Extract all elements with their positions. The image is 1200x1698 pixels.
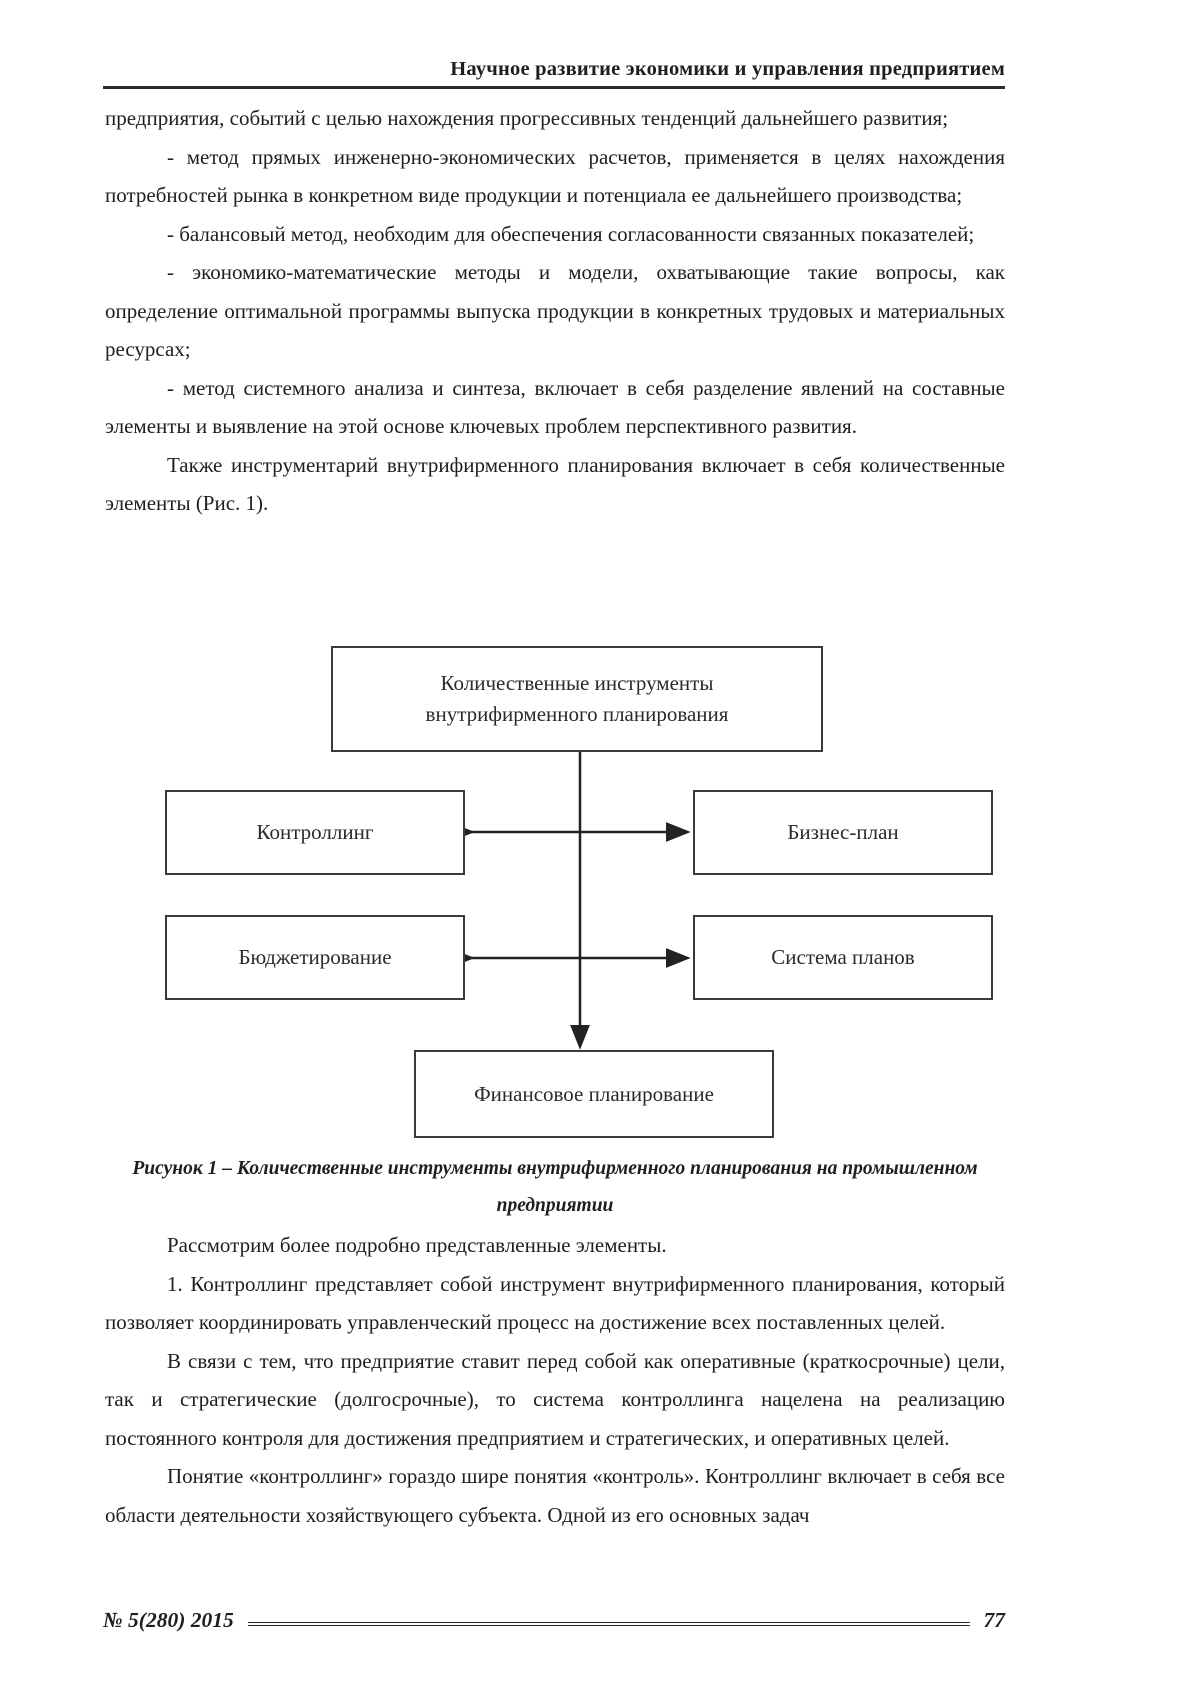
paragraph: - метод прямых инженерно-экономических расчетов, применяется в целях нахождения потребностей рынка в конкретном виде продукции и потенциала ее дальнейшего производства; — [105, 144, 1005, 207]
figure-caption: Рисунок 1 – Количественные инструменты внутрифирменного планирования на промышленном предприятии — [132, 1158, 978, 1216]
paragraph: Также инструментарий внутрифирменного планирования включает в себя количественные элементы (Рис. 1). — [105, 452, 1005, 515]
paragraph: предприятия, событий с целью нахождения прогрессивных тенденций дальнейшего развития; — [105, 106, 949, 130]
paragraph: В связи с тем, что предприятие ставит перед собой как оперативные (краткосрочные) цели, так и стратегические (долгосрочные), то система контроллинга нацелена на реализацию постоянного контроля для достижения предприятием и стратегических, и оперативных целей. — [105, 1348, 1005, 1450]
diagram-box-label: Бюджетирование — [238, 945, 392, 969]
diagram-box-label: Количественные инструменты внутрифирменного планирования — [425, 671, 729, 726]
paragraph: - балансовый метод, необходим для обеспечения согласованности связанных показателей; — [167, 221, 975, 246]
diagram-box-budgeting — [165, 915, 465, 1000]
paragraph: - метод системного анализа и синтеза, включает в себя разделение явлений на составные элементы и выявление на этой основе ключевых проблем перспективного развития. — [105, 375, 1005, 438]
diagram-box-plan-system — [693, 915, 993, 1000]
paragraph: - экономико-математические методы и модели, охватывающие такие вопросы, как определение оптимальной программы выпуска продукции в конкретных трудовых и материальных ресурсах; — [105, 260, 1005, 361]
paragraph: 1. Контроллинг представляет собой инструмент внутрифирменного планирования, который позволяет координировать управленческий процесс на достижение всех поставленных целей. — [105, 1271, 1005, 1334]
diagram-box-label: Система планов — [771, 945, 915, 969]
issue-number: № 5(280) 2015 — [103, 1608, 234, 1632]
diagram-box-financial-planning — [414, 1050, 774, 1138]
page-number: 77 — [983, 1608, 1005, 1632]
journal-title: Научное развитие экономики и управления предприятием — [450, 58, 1005, 80]
diagram-box-root — [331, 646, 823, 752]
diagram-box-business-plan — [693, 790, 993, 875]
diagram-box-controlling — [165, 790, 465, 875]
paragraph: Рассмотрим более подробно представленные элементы. — [167, 1233, 667, 1257]
diagram-box-label: Контроллинг — [256, 820, 374, 844]
paragraph: Понятие «контроллинг» гораздо шире понятия «контроль». Контроллинг включает в себя все области деятельности хозяйствующего субъекта. Одной из его основных задач — [105, 1464, 1005, 1527]
diagram-box-label: Бизнес-план — [787, 820, 899, 844]
diagram-box-label: Финансовое планирование — [474, 1081, 714, 1106]
